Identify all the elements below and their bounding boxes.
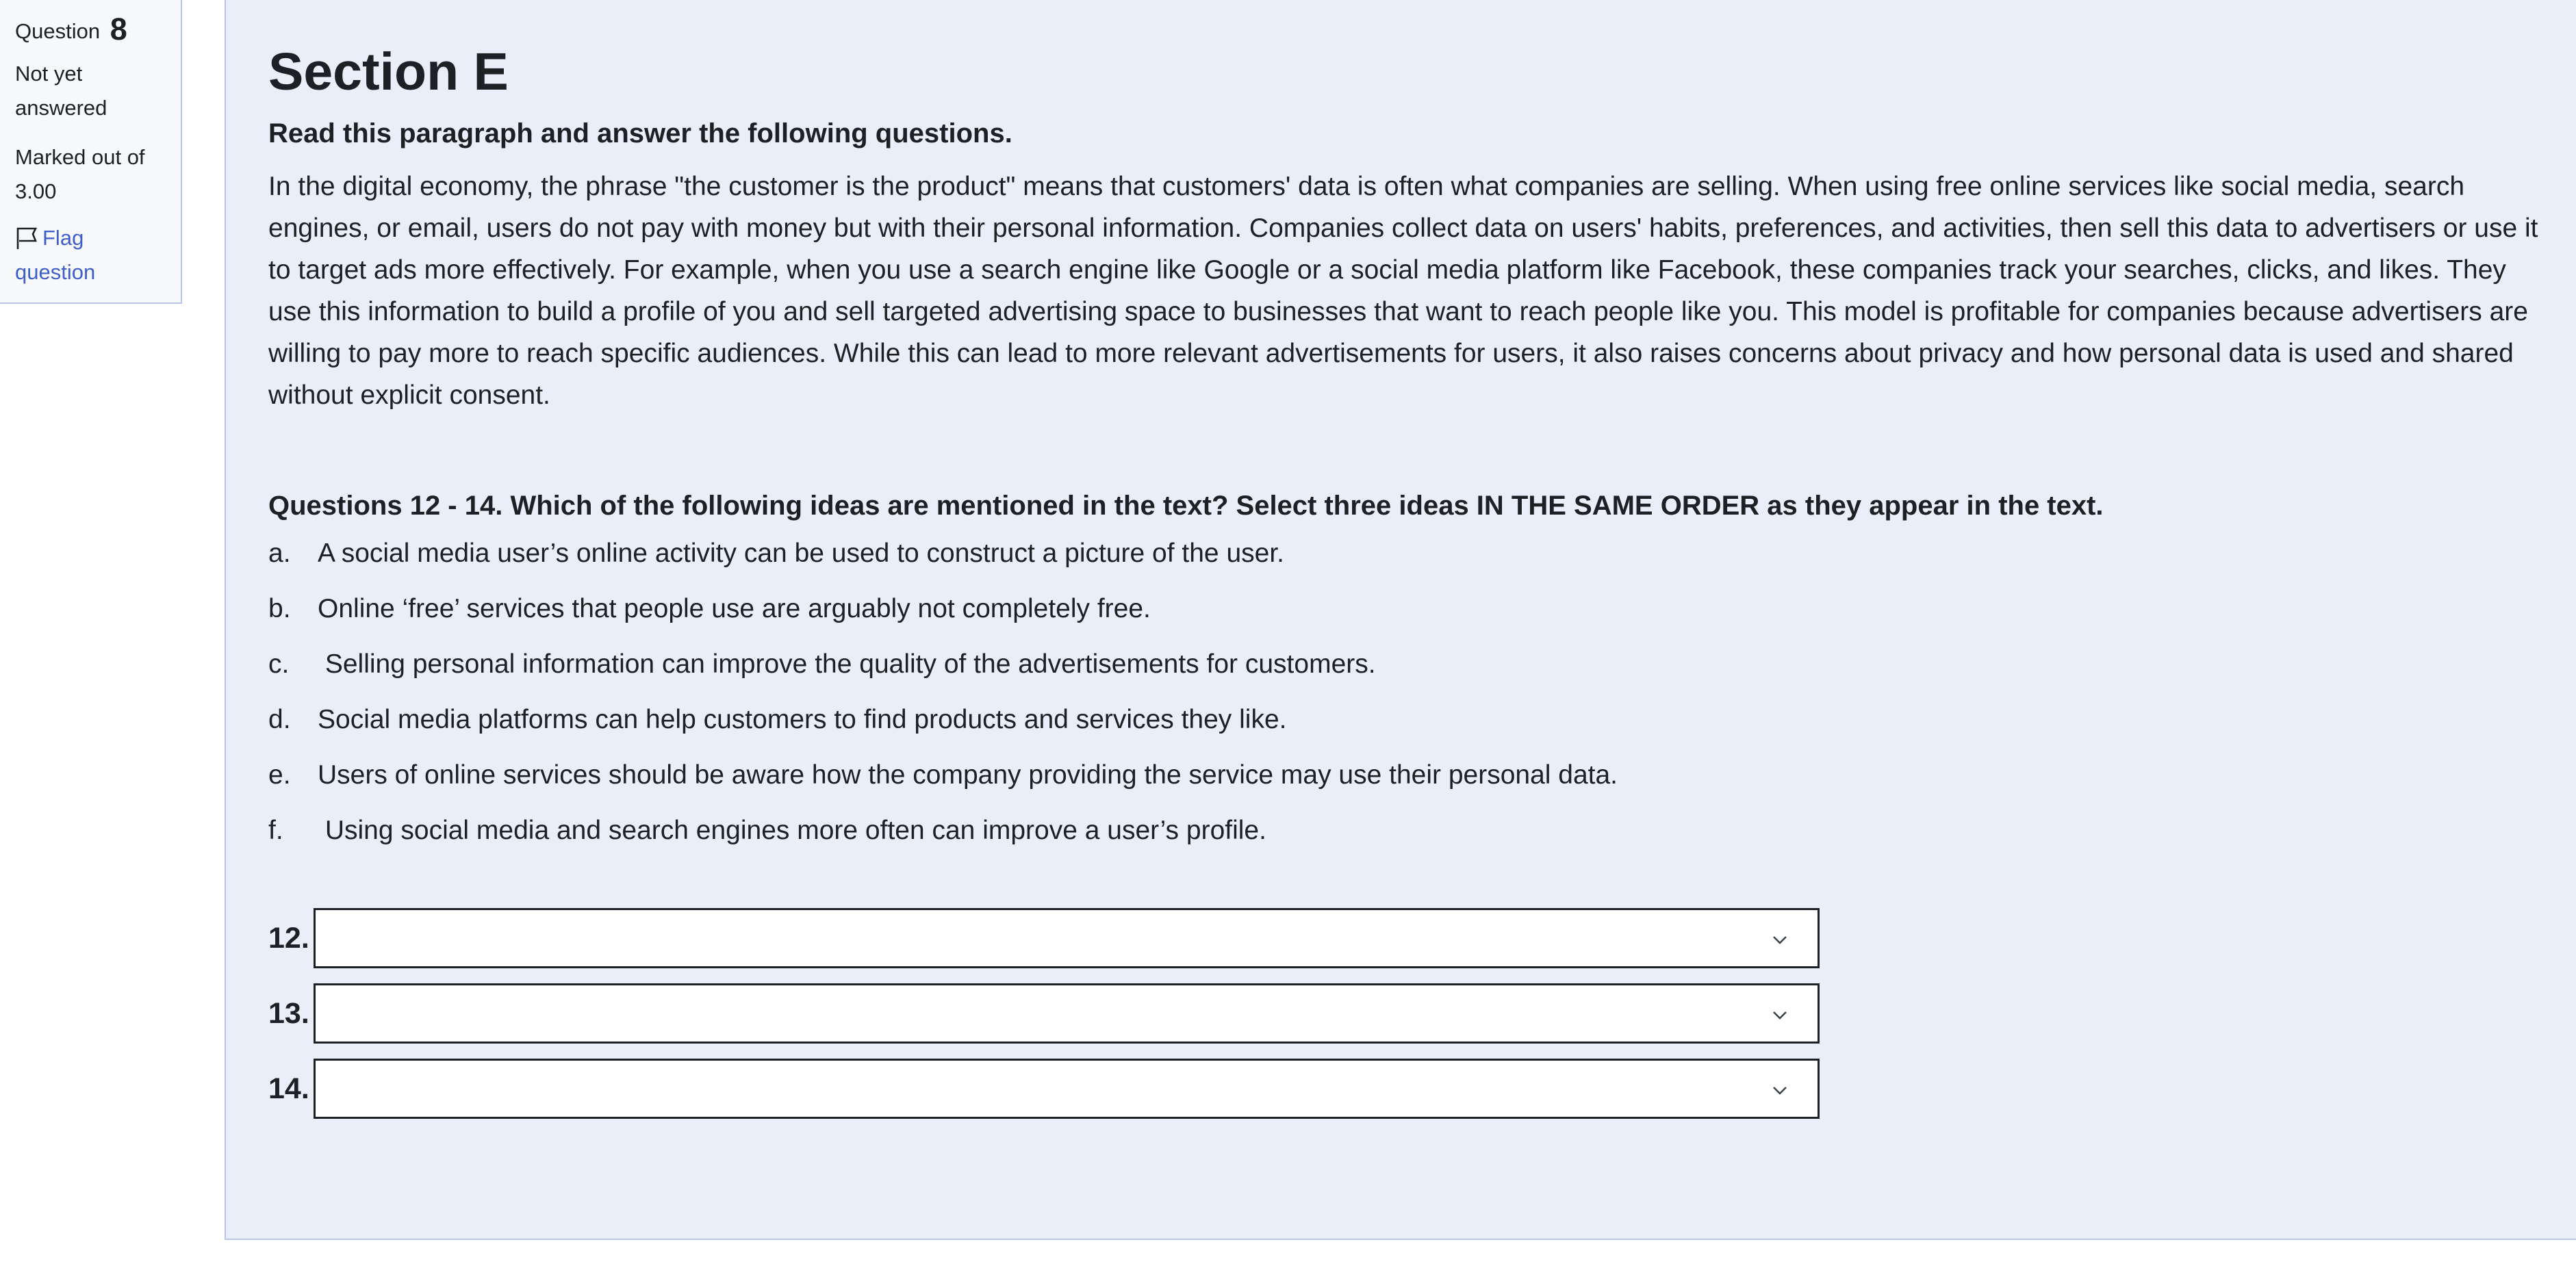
answer-select-12[interactable]: [314, 908, 1820, 968]
option-letter: a.: [268, 539, 291, 568]
answer-select-14[interactable]: [314, 1059, 1820, 1119]
question-label-text: Question: [15, 19, 101, 43]
answer-row-13: [268, 982, 2576, 1045]
question-state: Not yet answered: [15, 62, 107, 120]
answer-number: 12.: [268, 921, 309, 955]
section-title: Section E: [268, 42, 509, 101]
section-intro: Read this paragraph and answer the following questions.: [268, 118, 1012, 148]
option-item: [268, 812, 2576, 849]
option-letter: b.: [268, 594, 291, 623]
option-item: [268, 535, 2576, 572]
option-item: [268, 591, 2576, 627]
question-content: [225, 0, 2576, 1240]
answer-number: 13.: [268, 996, 309, 1030]
option-letter: f.: [268, 816, 283, 845]
question-number-label: [15, 12, 181, 47]
question-stem: Questions 12 - 14. Which of the following ideas are mentioned in the text? Select three ideas IN THE SAME ORDER as they appear in the text.: [268, 491, 2104, 521]
chevron-down-icon: [1771, 1081, 1789, 1099]
options-list: [268, 535, 2576, 849]
option-text: Selling personal information can improve the quality of the advertisements for customers.: [318, 649, 1376, 679]
answer-selects: [268, 907, 2576, 1120]
option-text: A social media user’s online activity can be used to construct a picture of the user.: [318, 539, 1284, 568]
option-text: Users of online services should be aware how the company providing the service may use their personal data.: [318, 760, 1618, 790]
option-text: Social media platforms can help customers to find products and services they like.: [318, 705, 1287, 734]
answer-row-12: [268, 907, 2576, 970]
flag-question-label: Flag question: [15, 226, 96, 284]
answer-select-13[interactable]: [314, 983, 1820, 1044]
question-number: 8: [110, 12, 127, 47]
question-grade: Marked out of 3.00: [15, 145, 145, 203]
flag-icon: [15, 226, 40, 250]
option-item: [268, 646, 2576, 683]
chevron-down-icon: [1771, 931, 1789, 948]
option-text: Using social media and search engines more often can improve a user’s profile.: [318, 816, 1266, 845]
reading-paragraph: In the digital economy, the phrase "the customer is the product" means that customers' data is often what companies are selling. When using free online services like social media, search engines, or email, users do not pay with money but with their personal information. Companies collect data on users' habits, preferences, and activities, then sell this data to advertisers or use it to target ads more effectively. For example, when you use a search engine like Google or a social media platform like Facebook, these companies track your searches, clicks, and likes. They use this information to build a profile of you and sell targeted advertising space to businesses that want to reach people like you. This model is profitable for companies because advertisers are willing to pay more to reach specific audiences. While this can lead to more relevant advertisements for users, it also raises concerns about privacy and how personal data is used and shared without explicit consent.: [268, 172, 2538, 410]
answer-number: 14.: [268, 1072, 309, 1105]
option-text: Online ‘free’ services that people use are arguably not completely free.: [318, 594, 1151, 623]
option-letter: c.: [268, 649, 290, 679]
option-letter: e.: [268, 760, 291, 790]
question-info-panel: [0, 0, 182, 304]
option-item: [268, 757, 2576, 794]
chevron-down-icon: [1771, 1006, 1789, 1024]
option-letter: d.: [268, 705, 291, 734]
answer-row-14: [268, 1057, 2576, 1120]
option-item: [268, 701, 2576, 738]
flag-question-link[interactable]: [15, 221, 166, 289]
